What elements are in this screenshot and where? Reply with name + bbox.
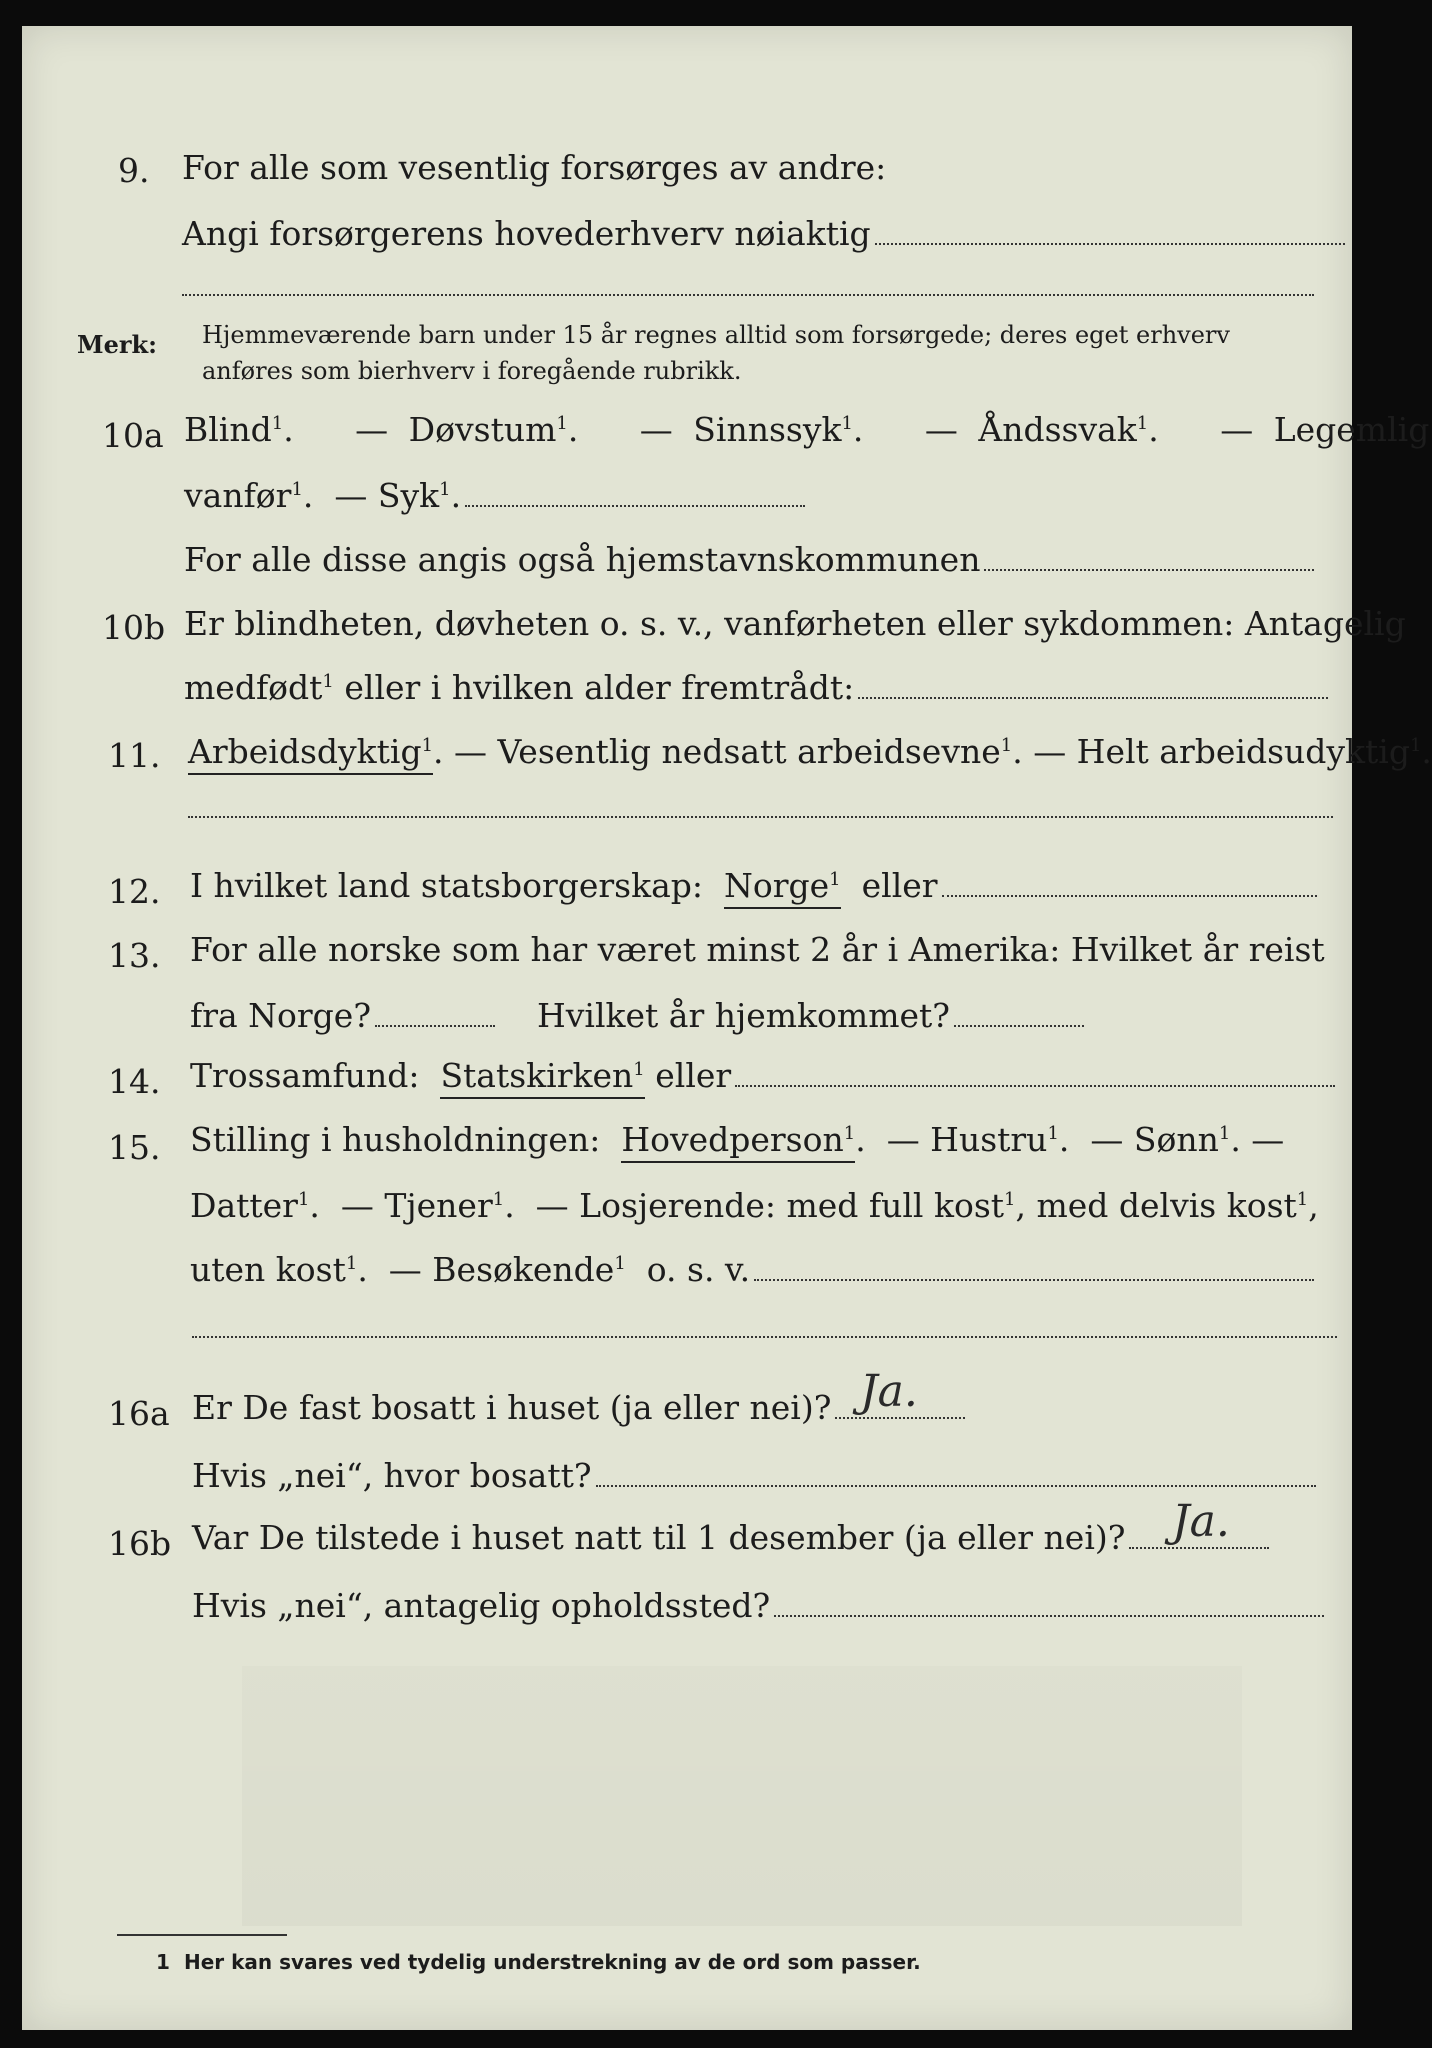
q9-question: For alle som vesentlig forsørges av andre: (182, 148, 887, 187)
q13-years: fra Norge? Hvilket år hjemkommet? (190, 996, 1084, 1036)
q16a-question: Er De fast bosatt i huset (ja eller nei)? (192, 1388, 965, 1428)
option-norge[interactable]: Norge$^1$ (724, 866, 841, 909)
footnote-divider (117, 1934, 287, 1936)
answer-line[interactable] (596, 1484, 1316, 1487)
census-form-page (22, 26, 1432, 2030)
q16b-followup: Hvis „nei“, antagelig opholdssted? (192, 1586, 1324, 1626)
note-text: Hjemmeværende barn under 15 år regnes alltid som forsørgede; deres eget erhverv (202, 321, 1230, 349)
q15-options-continued: Datter$^1$. — Tjener$^1$. — Losjerende: med full kost$^1$, med delvis kost$^1$, (190, 1186, 1319, 1225)
answer-line[interactable] (858, 696, 1328, 699)
answer-line[interactable] (754, 1278, 1314, 1281)
bleed-through-shadow (242, 1666, 1242, 1926)
q16b-number: 16b (108, 1524, 172, 1563)
q16a-number: 16a (108, 1394, 170, 1433)
answer-line[interactable] (192, 1336, 1337, 1338)
q11-options: Arbeidsdyktig$^1$. — Vesentlig nedsatt arbeidsevne$^1$. — Helt arbeidsudyktig$^1$. (188, 732, 1432, 772)
note-text-continued: anføres som bierhverv i foregående rubrikk. (202, 357, 742, 385)
footnote-mark: 1 (156, 1950, 170, 1974)
answer-line[interactable] (954, 1024, 1084, 1027)
q10b-question: Er blindheten, døvheten o. s. v., vanførheten eller sykdommen: Antagelig (184, 604, 1406, 643)
q15-options: Stilling i husholdningen: Hovedperson$^1$. — Hustru$^1$. — Sønn$^1$. — (190, 1120, 1284, 1160)
q16a-handwritten-answer: Ja. (860, 1366, 918, 1417)
q16a-followup: Hvis „nei“, hvor bosatt? (192, 1456, 1316, 1496)
note-label: Merk: (77, 330, 157, 359)
q16b-question: Var De tilstede i huset natt til 1 desember (ja eller nei)? (192, 1518, 1269, 1558)
q13-question: For alle norske som har været minst 2 år i Amerika: Hvilket år reist (190, 930, 1325, 969)
answer-line[interactable] (375, 1024, 495, 1027)
q9-number: 9. (118, 151, 150, 190)
q10a-options: Blind$^1$. — Døvstum$^1$. — Sinnssyk$^1$. — Åndssvak$^1$. — Legemlig (184, 410, 1430, 449)
q10a-hometown: For alle disse angis også hjemstavnskommunen (184, 540, 1314, 580)
q14-question: Trossamfund: Statskirken$^1$ eller (190, 1056, 1335, 1096)
q12-number: 12. (108, 872, 161, 911)
q10b-number: 10b (102, 608, 166, 647)
q13-number: 13. (108, 936, 161, 975)
answer-line[interactable] (465, 504, 805, 507)
answer-line[interactable] (188, 816, 1333, 818)
option-statskirken[interactable]: Statskirken$^1$ (440, 1056, 644, 1099)
q10b-question-continued: medfødt$^1$ eller i hvilken alder fremtrådt: (184, 668, 1328, 708)
q15-number: 15. (108, 1128, 161, 1167)
q12-question: I hvilket land statsborgerskap: Norge$^1$ eller (190, 866, 1317, 906)
q11-number: 11. (108, 736, 161, 775)
q16b-handwritten-answer: Ja. (1172, 1496, 1230, 1547)
option-arbeidsdyktig[interactable]: Arbeidsdyktig$^1$ (188, 732, 433, 775)
answer-line[interactable] (735, 1084, 1335, 1087)
q10a-number: 10a (102, 416, 164, 455)
answer-line[interactable] (942, 894, 1317, 897)
answer-line[interactable] (182, 294, 1314, 296)
option-hovedperson[interactable]: Hovedperson$^1$ (621, 1120, 855, 1163)
q15-options-end: uten kost$^1$. — Besøkende$^1$ o. s. v. (190, 1250, 1314, 1290)
answer-line[interactable] (984, 568, 1314, 571)
footnote-text: Her kan svares ved tydelig understrekning av de ord som passer. (184, 1950, 921, 1974)
answer-line[interactable] (774, 1614, 1324, 1617)
q9-subquestion: Angi forsørgerens hovederhverv nøiaktig (182, 214, 1345, 254)
q14-number: 14. (108, 1062, 161, 1101)
answer-line[interactable] (875, 242, 1345, 245)
q10a-options-continued: vanfør$^1$. — Syk$^1$. (184, 476, 805, 516)
